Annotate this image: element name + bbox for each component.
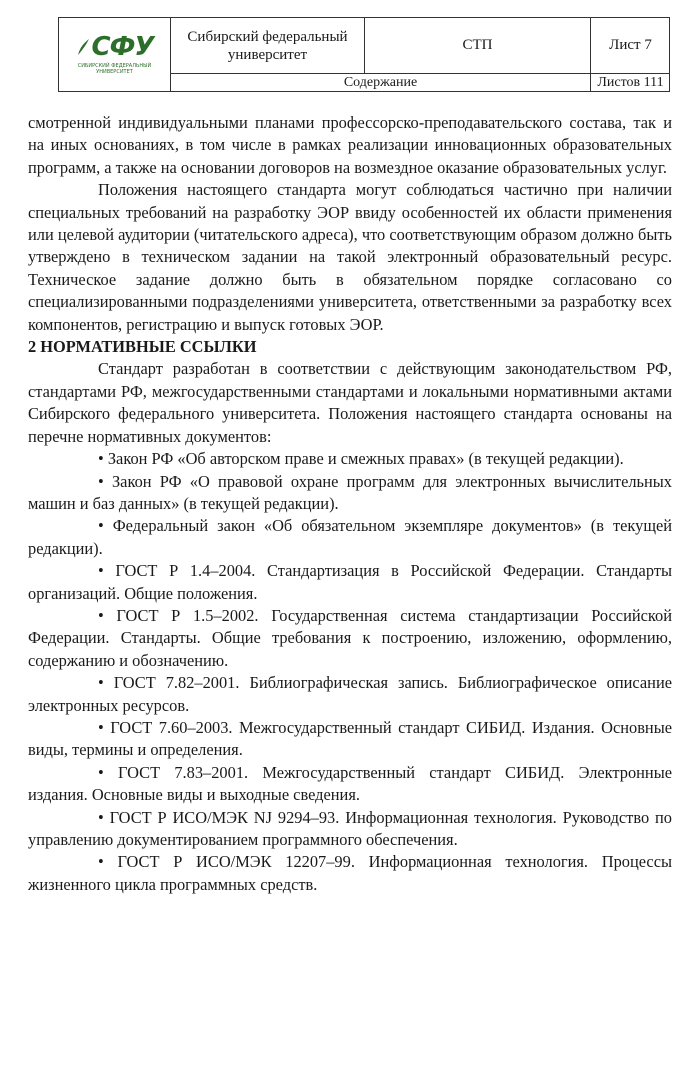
logo-text: СФУ <box>91 32 154 62</box>
university-name <box>171 18 365 74</box>
list-item: • ГОСТ 7.82–2001. Библиографическая запись. Библиографическое описание электронных ресурсов. <box>28 673 672 715</box>
list-item: • ГОСТ Р 1.4–2004. Стандартизация в Российской Федерации. Стандарты организаций. Общие положения. <box>28 561 672 603</box>
list-item: • Закон РФ «О правовой охране программ для электронных вычислительных машин и баз данных» (в текущей редакции). <box>28 471 672 513</box>
section-label: Содержание <box>171 74 591 91</box>
list-item: • ГОСТ 7.83–2001. Межгосударственный стандарт СИБИД. Электронные издания. Основные виды и выходные сведения. <box>28 762 672 805</box>
document-header <box>58 17 670 92</box>
sfu-logo <box>76 34 154 60</box>
university-line-2: университет <box>227 46 308 63</box>
list-item: • Федеральный закон «Об обязательном экземпляре документов» (в текущей редакции). <box>28 516 672 558</box>
logo-cell <box>59 18 171 91</box>
list-item: • ГОСТ Р ИСО/МЭК NJ 9294–93. Информационная технология. Руководство по управлению документированием программного обеспечения. <box>28 807 672 849</box>
list-item: • ГОСТ 7.60–2003. Межгосударственный стандарт СИБИД. Издания. Основные виды, термины и определения. <box>28 717 672 760</box>
paragraph-2: Положения настоящего стандарта могут соблюдаться частично при наличии специальных требований на разработку ЭОР ввиду особенностей их области применения или целевой аудитории (читательского адреса), что соответствующим образом должно быть утверждено в техническом задании на такой электронный образовательный ресурс. Техническое задание должно быть в обязательном порядке согласовано со специализированными подразделениями университета, ответственными за разработку всех компонентов, регистрацию и выпуск готовых ЭОР. <box>28 180 672 334</box>
list-item: • ГОСТ Р 1.5–2002. Государственная система стандартизации Российской Федерации. Стандарты. Общие требования к построению, изложению, оформлению, содержанию и обозначению. <box>28 605 672 670</box>
list-item: • ГОСТ Р ИСО/МЭК 12207–99. Информационная технология. Процессы жизненного цикла программных средств. <box>28 852 672 894</box>
paragraph-3: Стандарт разработан в соответствии с действующим законодательством РФ, стандартами РФ, межгосударственными стандартами и локальными нормативными актами Сибирского федерального университета. Положения настоящего стандарта основаны на перечне нормативных документов: <box>28 359 672 446</box>
document-body <box>28 112 672 896</box>
leaf-swoosh-icon <box>76 37 90 57</box>
sheet-number: Лист 7 <box>591 18 670 74</box>
doc-code: СТП <box>365 18 591 74</box>
logo-subtext: СИБИРСКИЙ ФЕДЕРАЛЬНЫЙ УНИВЕРСИТЕТ <box>77 63 152 75</box>
university-line-1: Сибирский федеральный <box>187 28 348 45</box>
sheets-total: Листов 111 <box>597 74 664 90</box>
list-item: • Закон РФ «Об авторском праве и смежных правах» (в текущей редакции). <box>98 449 624 469</box>
paragraph-1: смотренной индивидуальными планами профессорско-преподавательского состава, так и на иных основаниях, в том числе в рамках реализации инновационных образовательных программ, а также на основании договоров на возмездное оказание образовательных услуг. <box>28 113 672 177</box>
section-heading: 2 НОРМАТИВНЫЕ ССЫЛКИ <box>28 337 257 357</box>
